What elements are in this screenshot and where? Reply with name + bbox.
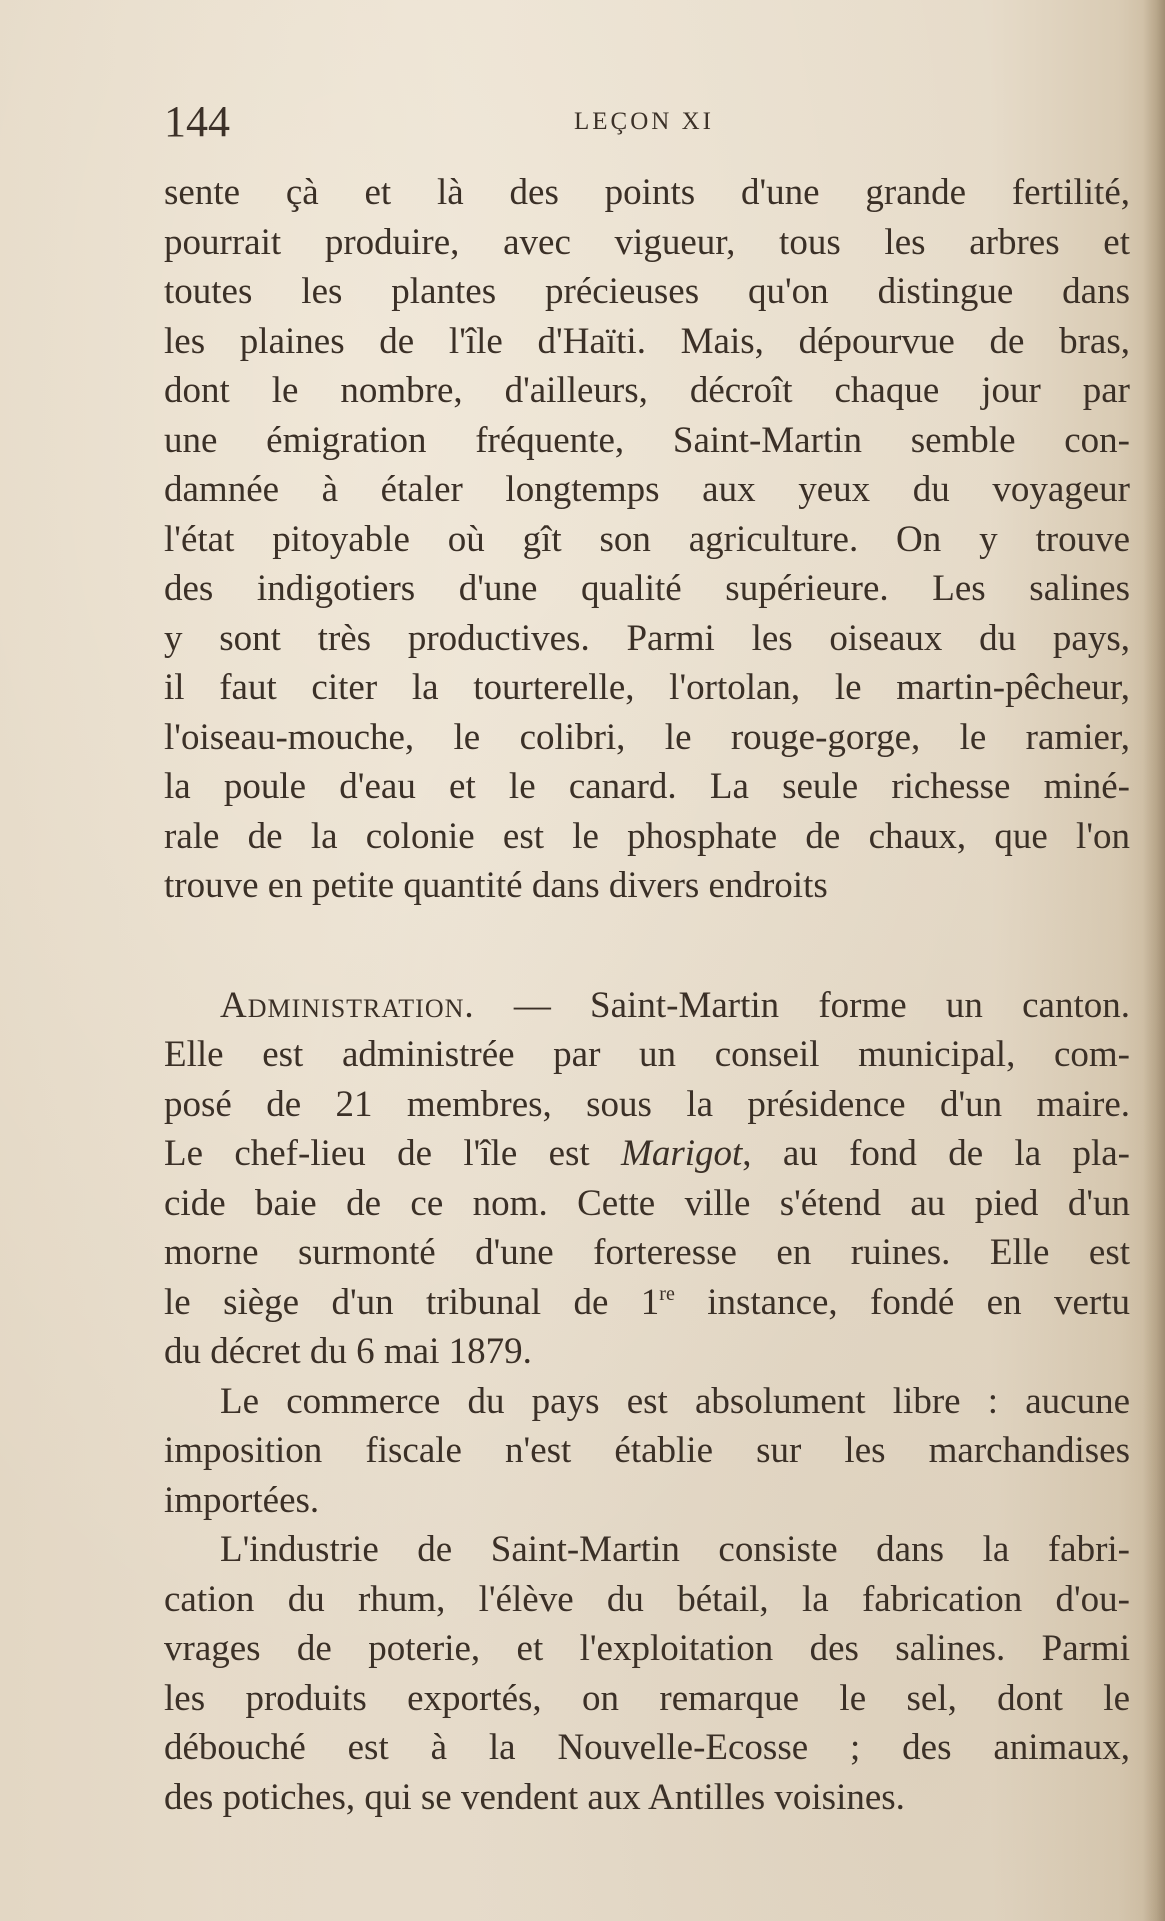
paragraph-industrie (164, 1525, 1130, 1822)
ordinal-superscript: re (659, 1282, 675, 1305)
text-line (164, 981, 1130, 1031)
text-line: il faut citer la tourterelle, l'ortolan, le martin-pêcheur, (164, 667, 1130, 708)
text-line: cation du rhum, l'élève du bétail, la fabrication d'ou- (164, 1578, 1130, 1620)
text-line: trouve en petite quantité dans divers endroits (164, 865, 828, 906)
page-edge-shadow (1143, 0, 1165, 1921)
text-line: sente çà et là des points d'une grande fertilité, (164, 172, 1130, 213)
text-line: cide baie de ce nom. Cette ville s'étend au pied d'un (164, 1182, 1130, 1224)
paragraph-commerce (164, 1377, 1130, 1526)
text-segment: le siège d'un tribunal de 1 (164, 1281, 660, 1323)
text-line: des indigotiers d'une qualité supérieure. Les salines (164, 568, 1130, 609)
text-line: morne surmonté d'une forteresse en ruines. Elle est (164, 1232, 1130, 1273)
page-header (164, 96, 1144, 156)
text-segment: instance, fondé en vertu (674, 1281, 1130, 1323)
text-line: imposition fiscale n'est établie sur les marchandises (164, 1430, 1130, 1471)
paragraph-administration (164, 981, 1130, 1377)
text-line: posé de 21 membres, sous la présidence d'un maire. (164, 1083, 1130, 1125)
text-line: toutes les plantes précieuses qu'on distingue dans (164, 271, 1130, 312)
text-segment: — Saint-Martin forme un canton. (474, 984, 1130, 1026)
text-line: vrages de poterie, et l'exploitation des salines. Parmi (164, 1628, 1130, 1669)
text-line: Le commerce du pays est absolument libre : aucune (220, 1380, 1130, 1422)
section-heading: Administration. (220, 984, 475, 1026)
text-line: les produits exportés, on remarque le sel, dont le (164, 1677, 1130, 1719)
text-line: les plaines de l'île d'Haïti. Mais, dépourvue de bras, (164, 320, 1130, 362)
text-line: débouché est à la Nouvelle-Ecosse ; des animaux, (164, 1727, 1130, 1768)
text-line: rale de la colonie est le phosphate de chaux, que l'on (164, 815, 1130, 857)
text-line: y sont très productives. Parmi les oiseaux du pays, (164, 617, 1130, 659)
text-line: L'industrie de Saint-Martin consiste dans la fabri- (220, 1529, 1130, 1570)
text-line: Elle est administrée par un conseil municipal, com- (164, 1034, 1130, 1075)
text-line (164, 1278, 1130, 1328)
text-line: une émigration fréquente, Saint-Martin semble con- (164, 419, 1130, 461)
paragraph-agriculture (164, 168, 1130, 911)
text-line: pourrait produire, avec vigueur, tous les arbres et (164, 221, 1130, 263)
text-line: du décret du 6 mai 1879. (164, 1331, 532, 1372)
text-line: l'oiseau-mouche, le colibri, le rouge-gorge, le ramier, (164, 716, 1130, 758)
text-line: des potiches, qui se vendent aux Antilles voisines. (164, 1776, 905, 1818)
paragraph-gap (164, 911, 1130, 981)
text-line: importées. (164, 1479, 320, 1521)
text-line: l'état pitoyable où gît son agriculture. On y trouve (164, 518, 1130, 560)
text-line: damnée à étaler longtemps aux yeux du voyageur (164, 469, 1130, 510)
body-text (164, 168, 1130, 1822)
text-line: la poule d'eau et le canard. La seule richesse miné- (164, 766, 1130, 807)
text-line: dont le nombre, d'ailleurs, décroît chaque jour par (164, 370, 1130, 411)
text-segment: Le chef-lieu de l'île est (164, 1133, 621, 1174)
place-name-marigot: Marigot (621, 1133, 743, 1174)
text-segment: , au fond de la pla- (742, 1133, 1130, 1174)
text-line (164, 1129, 1130, 1179)
running-head: LEÇON XI (574, 108, 714, 135)
page-number: 144 (164, 97, 230, 146)
